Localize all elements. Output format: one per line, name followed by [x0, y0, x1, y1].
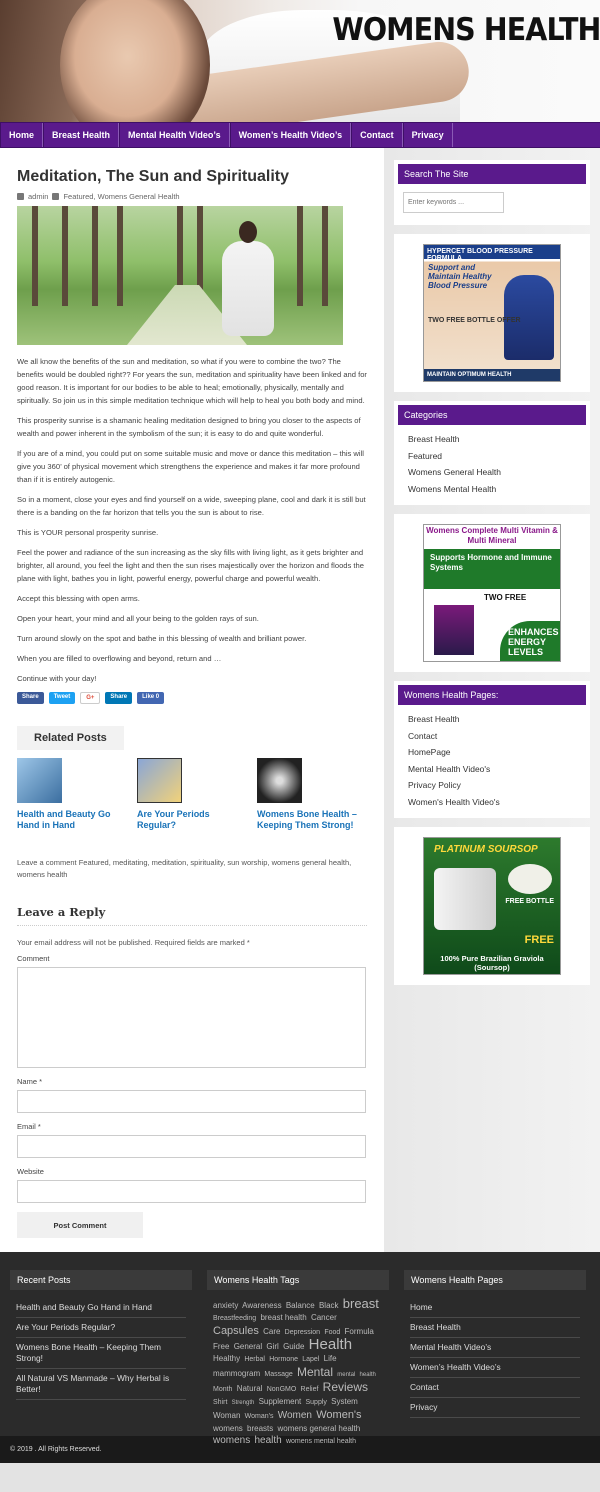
tag-link[interactable]: Life — [323, 1354, 337, 1363]
post-tags[interactable]: Leave a comment Featured, meditating, meditation, spirituality, sun worship, womens general health, womens health — [17, 858, 352, 879]
facebook-like-button[interactable]: Like 0 — [137, 692, 164, 704]
footer-tags-title: Womens Health Tags — [207, 1270, 389, 1290]
tag-link[interactable]: Shirt — [213, 1399, 228, 1406]
footer-pages — [404, 1270, 586, 1436]
post-paragraph: This is YOUR personal prosperity sunrise. — [17, 528, 159, 537]
ad-offer: FREE BOTTLE — [505, 898, 554, 905]
header-image-face — [60, 0, 210, 122]
footer-tags — [207, 1270, 389, 1446]
tag-link[interactable]: health — [254, 1435, 282, 1446]
related-post-thumbnail[interactable] — [137, 758, 182, 803]
recent-post-link[interactable]: All Natural VS Manmade – Why Herbal is Better! — [16, 1369, 186, 1400]
page-link[interactable]: Mental Health Video's — [408, 763, 491, 774]
reply-title: Leave a Reply — [17, 905, 367, 926]
post-meta — [17, 192, 367, 201]
tag-link[interactable]: Relief — [300, 1386, 319, 1393]
multivitamin-ad[interactable] — [423, 524, 561, 662]
ad-headline: PLATINUM SOURSOP — [434, 844, 538, 855]
ad-footer: ENHANCES ENERGY LEVELS — [500, 621, 560, 661]
ad-subhead: Support and Maintain Healthy Blood Pressure — [428, 263, 492, 290]
nav-item-womens-health-videos[interactable]: Women’s Health Video’s — [230, 123, 352, 147]
footer-page-link[interactable]: Home — [410, 1298, 580, 1318]
tag-link[interactable]: mental — [337, 1372, 356, 1378]
tag-link[interactable]: health — [359, 1372, 376, 1378]
copyright: © 2019 . All Rights Reserved. — [0, 1436, 600, 1463]
tag-link[interactable]: Month — [213, 1386, 233, 1393]
tag-link[interactable]: General — [233, 1342, 263, 1351]
page-link[interactable]: Breast Health — [408, 714, 460, 724]
site-footer — [0, 1252, 600, 1446]
post-content — [17, 355, 367, 685]
main-navigation — [0, 122, 600, 148]
tag-link[interactable]: Hormone — [269, 1356, 299, 1363]
nav-item-contact[interactable]: Contact — [351, 123, 403, 147]
tag-link[interactable]: Reviews — [322, 1380, 369, 1394]
share-buttons — [17, 692, 367, 704]
post-comment-button[interactable]: Post Comment — [17, 1212, 143, 1238]
related-post[interactable] — [257, 758, 365, 831]
pages-title: Womens Health Pages: — [398, 685, 586, 705]
tag-link[interactable]: breasts — [247, 1424, 274, 1433]
site-header — [0, 0, 600, 122]
tag-link[interactable]: mammogram — [213, 1369, 261, 1378]
tag-link[interactable]: Woman's — [244, 1413, 274, 1420]
related-post-title[interactable]: Health and Beauty Go Hand in Hand — [17, 809, 111, 830]
footer-page-link[interactable]: Mental Health Video’s — [410, 1338, 580, 1358]
tag-link[interactable]: Care — [263, 1327, 281, 1336]
email-label: Email * — [17, 1122, 41, 1131]
tag-link[interactable]: breast — [342, 1296, 379, 1311]
tag-link[interactable]: Women — [277, 1410, 312, 1421]
post-paragraph: This prosperity sunrise is a shamanic healing meditation designed to bring you closer to the aspects of wealth and power inherent in the symbolism of the sun; it is easy to do and quite wonderful. — [17, 416, 361, 438]
tag-link[interactable]: Lapel — [302, 1356, 320, 1363]
tag-link[interactable]: Depression — [284, 1329, 321, 1336]
comment-label: Comment — [17, 954, 50, 963]
page-link[interactable]: Privacy Policy — [408, 780, 461, 790]
tag-link[interactable]: Balance — [285, 1301, 315, 1310]
related-post-title[interactable]: Womens Bone Health – Keeping Them Strong! — [257, 809, 357, 830]
page-link[interactable]: Women's Health Video's — [408, 796, 500, 807]
name-field[interactable] — [17, 1090, 366, 1113]
category-link[interactable]: Breast Health — [408, 434, 460, 444]
blood-pressure-ad[interactable] — [423, 244, 561, 382]
search-widget-title: Search The Site — [398, 164, 586, 184]
tag-link[interactable]: womens mental health — [285, 1438, 357, 1445]
featured-image — [17, 206, 343, 345]
folder-icon — [52, 193, 59, 200]
tag-link[interactable]: Women's — [316, 1409, 362, 1421]
nav-item-mental-health-videos[interactable]: Mental Health Video’s — [119, 123, 230, 147]
page-link[interactable]: HomePage — [408, 747, 451, 757]
footer-page-link[interactable]: Breast Health — [410, 1318, 580, 1338]
page-link[interactable]: Contact — [408, 730, 438, 741]
ad-product-image — [434, 605, 474, 655]
tag-link[interactable]: Massage — [264, 1371, 293, 1378]
categories-widget — [394, 401, 590, 505]
name-label: Name * — [17, 1077, 43, 1086]
post-paragraph: If you are of a mind, you could put on some suitable music and move or dance this meditation – this will give you 360’ of physical movement which strengthens the experience and makes it far more profound than if it is entirely autogenic. — [17, 449, 364, 484]
ad-widget-blood-pressure — [394, 234, 590, 392]
related-post-title[interactable]: Are Your Periods Regular? — [137, 809, 210, 830]
twitter-share-button[interactable]: Tweet — [49, 692, 76, 704]
tag-link[interactable]: Cancer — [310, 1313, 337, 1322]
footer-page-link[interactable]: Women’s Health Video’s — [410, 1358, 580, 1378]
ad-footer: MAINTAIN OPTIMUM HEALTH — [424, 369, 560, 381]
tag-link[interactable]: Herbal — [244, 1356, 265, 1363]
linkedin-share-button[interactable]: Share — [105, 692, 132, 704]
tag-link[interactable]: Natural — [236, 1384, 263, 1393]
recent-post-link[interactable]: Womens Bone Health – Keeping Them Strong! — [16, 1338, 186, 1369]
footer-pages-title: Womens Health Pages — [404, 1270, 586, 1290]
tag-link[interactable]: Awareness — [242, 1301, 282, 1310]
search-widget — [394, 160, 590, 225]
tag-link[interactable]: anxiety — [213, 1301, 239, 1310]
related-posts — [17, 758, 367, 831]
comment-textarea[interactable] — [17, 967, 366, 1068]
ad-headline: HYPERCET BLOOD PRESSURE FORMULA — [424, 245, 560, 259]
post-paragraph: Accept this blessing with open arms. — [17, 594, 140, 603]
footer-recent-posts — [10, 1270, 192, 1436]
post-paragraph: Open your heart, your mind and all your being to the golden rays of sun. — [17, 614, 259, 623]
related-posts-heading: Related Posts — [17, 726, 124, 750]
post-title: Meditation, The Sun and Spirituality — [17, 168, 290, 185]
tag-link[interactable]: Supply — [305, 1399, 327, 1406]
post-categories[interactable]: Featured, Womens General Health — [63, 192, 180, 201]
soursop-ad[interactable] — [423, 837, 561, 975]
tag-link[interactable]: Food — [324, 1329, 341, 1336]
ad-offer: TWO FREE BOTTLE OFFER — [428, 317, 521, 324]
tag-link[interactable]: Girl — [266, 1342, 279, 1351]
post-paragraph: Feel the power and radiance of the sun increasing as the sky fills with living light, as it gets brighter and brighter, all around, you feel the light and then the sun rises majestically over the horizon and floods the plane with light, bathes you in light, powerful energy, powerful charge and powerful wealth. — [17, 548, 364, 583]
related-post-thumbnail[interactable] — [257, 758, 302, 803]
main-content — [0, 148, 384, 1252]
nav-item-home[interactable]: Home — [0, 123, 43, 147]
related-post[interactable] — [137, 758, 245, 831]
ad-offer: TWO FREE — [484, 593, 527, 602]
ad-subhead: Supports Hormone and Immune Systems — [424, 549, 560, 589]
tag-link[interactable]: Supplement — [258, 1397, 302, 1406]
category-link[interactable]: Womens Mental Health — [408, 483, 497, 494]
tag-link[interactable]: NonGMO — [266, 1386, 297, 1393]
facebook-share-button[interactable]: Share — [17, 692, 44, 704]
user-icon — [17, 193, 24, 200]
website-field[interactable] — [17, 1180, 366, 1203]
tag-link[interactable]: Guide — [283, 1342, 305, 1351]
ad-product-image — [434, 868, 496, 930]
footer-page-link[interactable]: Privacy — [410, 1398, 580, 1418]
tag-link[interactable]: womens general health — [277, 1424, 361, 1433]
tag-link[interactable]: Healthy — [213, 1354, 241, 1363]
tag-link[interactable]: Health — [308, 1336, 353, 1353]
email-field[interactable] — [17, 1135, 366, 1158]
tag-link[interactable]: Capsules — [213, 1325, 259, 1337]
ad-headline: Womens Complete Multi Vitamin & Multi Mineral — [426, 526, 558, 545]
website-label: Website — [17, 1167, 44, 1176]
tag-link[interactable]: Strength — [231, 1400, 255, 1406]
related-post[interactable] — [17, 758, 125, 831]
ad-free-label: FREE — [524, 934, 554, 946]
tag-link[interactable]: System — [331, 1397, 358, 1406]
categories-title: Categories — [398, 405, 586, 425]
ad-fruit-image — [508, 864, 552, 894]
sidebar — [384, 148, 600, 1252]
tag-link[interactable]: Black — [318, 1301, 339, 1310]
post-paragraph: Continue with your day! — [17, 674, 97, 683]
google-plus-button[interactable]: G+ — [80, 692, 100, 704]
tag-link[interactable]: Mental — [297, 1365, 334, 1379]
post-paragraph: We all know the benefits of the sun and meditation, so what if you were to combine the two? The benefits would be doubled right?? For years the sun, meditation and spirituality have been linked and for good reason. It is important for our bodies to be able to heal; emotionally, physically, mentally and spiritually. So join us in this simple meditation technique which will help to heal you both body and mind. — [17, 357, 367, 405]
tag-cloud — [207, 1298, 389, 1448]
nav-item-privacy[interactable]: Privacy — [403, 123, 453, 147]
footer-page-link[interactable]: Contact — [410, 1378, 580, 1398]
tag-link[interactable]: breast health — [260, 1313, 307, 1322]
ad-widget-multivitamin — [394, 514, 590, 672]
nav-item-breast-health[interactable]: Breast Health — [43, 123, 119, 147]
tag-link[interactable]: womens — [213, 1424, 243, 1433]
ad-widget-soursop — [394, 827, 590, 985]
pages-widget — [394, 681, 590, 818]
tag-link[interactable]: Formula — [344, 1327, 374, 1336]
form-note: Your email address will not be published. Required fields are marked * — [17, 938, 250, 947]
category-link[interactable]: Womens General Health — [408, 467, 501, 477]
search-input[interactable] — [403, 192, 504, 213]
tag-link[interactable]: Breastfeeding — [213, 1315, 257, 1322]
site-title[interactable]: WOMENS HEALTH — [331, 12, 600, 48]
tag-link[interactable]: Free — [213, 1342, 230, 1351]
post-paragraph: Turn around slowly on the spot and bathe in this blessing of wealth and brilliant power. — [17, 634, 307, 643]
category-link[interactable]: Featured — [408, 450, 443, 461]
tag-link[interactable]: womens — [213, 1435, 251, 1446]
recent-post-link[interactable]: Health and Beauty Go Hand in Hand — [16, 1298, 186, 1318]
recent-post-link[interactable]: Are Your Periods Regular? — [16, 1318, 186, 1338]
post-author[interactable]: admin — [28, 192, 49, 201]
tag-link[interactable]: Woman — [213, 1411, 241, 1420]
post-paragraph: When you are filled to overflowing and beyond, return and … — [17, 654, 222, 663]
post-paragraph: So in a moment, close your eyes and find yourself on a wide, sweeping plane, cool and dark it is still but there is a banding on the far horizon that tells you the sun is about to rise. — [17, 495, 366, 517]
ad-footer: 100% Pure Brazilian Graviola (Soursop) — [440, 954, 544, 972]
related-post-thumbnail[interactable] — [17, 758, 62, 803]
footer-recent-title: Recent Posts — [10, 1270, 192, 1290]
